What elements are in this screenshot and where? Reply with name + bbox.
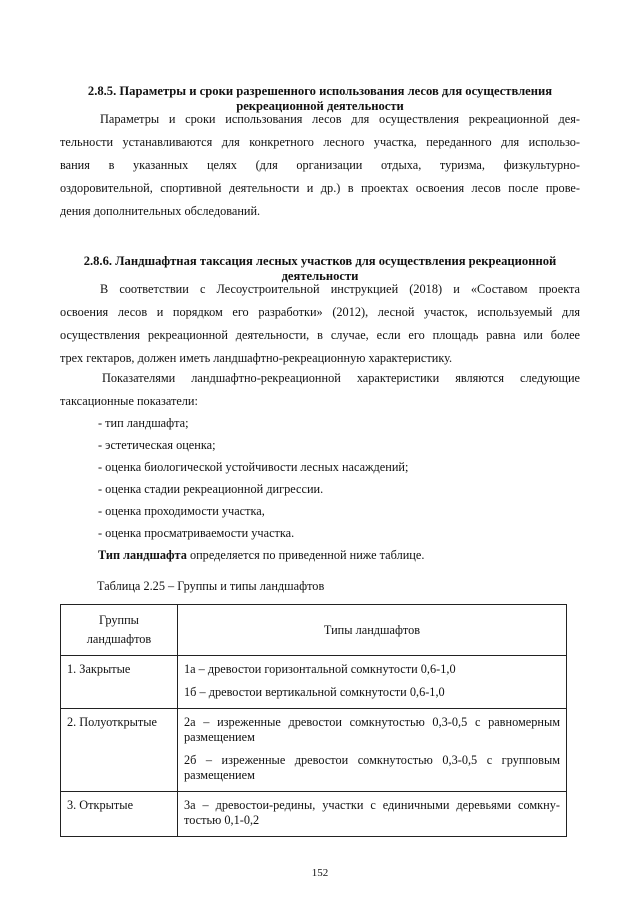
header-groups-line: ландшафтов	[86, 632, 152, 646]
table-header-row	[61, 605, 567, 656]
text-line: Показателями ландшафтно-рекреационной характеристики являются следующие	[102, 371, 580, 385]
list-item: - оценка проходимости участка,	[98, 504, 265, 518]
header-groups	[61, 605, 178, 656]
text-line: осуществления рекреационной деятельности, в случае, если его площадь равна или более	[60, 328, 580, 342]
table-row	[61, 709, 567, 792]
group-cell: 1. Закрытые	[61, 656, 178, 709]
heading-line: рекреационной деятельности	[236, 99, 404, 113]
paragraph-parameters	[60, 108, 580, 223]
landscape-type-text: определяется по приведенной ниже таблице.	[186, 548, 425, 562]
types-cell	[178, 656, 567, 709]
type-entry: 3а – древостои-редины, участки с единичными деревьями сомкну-тостью 0,1-0,2	[184, 798, 560, 827]
types-cell	[178, 709, 567, 792]
text-line: оздоровительной, спортивной деятельности и др.) в проектах освоения лесов после прове-	[60, 181, 580, 195]
type-entry: 1а – древостои горизонтальной сомкнутости 0,6-1,0	[184, 662, 456, 676]
list-item: - эстетическая оценка;	[98, 438, 216, 452]
heading-line: деятельности	[281, 269, 359, 283]
landscape-type-term: Тип ландшафта	[98, 548, 187, 562]
type-entry: 2б – изреженные древостои сомкнутостью 0,3-0,5 с групповым размещением	[184, 753, 560, 782]
type-entry: 1б – древостои вертикальной сомкнутости 0,6-1,0	[184, 685, 445, 699]
table-caption: Таблица 2.25 – Группы и типы ландшафтов	[97, 579, 325, 593]
list-item: - оценка биологической устойчивости лесных насаждений;	[98, 460, 409, 474]
text-line: таксационные показатели:	[60, 394, 198, 408]
list-item: - тип ландшафта;	[98, 416, 189, 430]
types-cell	[178, 792, 567, 837]
header-types: Типы ландшафтов	[178, 605, 567, 656]
table-row	[61, 656, 567, 709]
text-line: дения дополнительных обследований.	[60, 204, 261, 218]
landscape-type-sentence	[98, 544, 424, 566]
text-line: освоения лесов и порядком его разработки» (2012), лесной участок, используемый для	[60, 305, 580, 319]
list-item: - оценка просматриваемости участка.	[98, 526, 295, 540]
header-groups-line: Группы	[99, 613, 139, 627]
heading-line: 2.8.6. Ландшафтная таксация лесных участков для осуществления рекреационной	[83, 254, 557, 268]
text-line: трех гектаров, должен иметь ландшафтно-рекреационную характеристику.	[60, 351, 453, 365]
text-line: Параметры и сроки использования лесов для осуществления рекреационной дея-	[100, 112, 580, 126]
page-number: 152	[311, 867, 329, 879]
type-entry: 2а – изреженные древостои сомкнутостью 0,3-0,5 с равномерным размещением	[184, 715, 560, 744]
list-item: - оценка стадии рекреационной дигрессии.	[98, 482, 324, 496]
landscape-table	[60, 604, 567, 837]
group-cell: 2. Полуоткрытые	[61, 709, 178, 792]
text-line: вания в указанных целях (для организации отдыха, туризма, физкультурно-	[60, 158, 580, 172]
heading-line: 2.8.5. Параметры и сроки разрешенного использования лесов для осуществления	[87, 84, 553, 98]
table-row	[61, 792, 567, 837]
text-line: тельности устанавливаются для конкретного лесного участка, переданного для использо-	[60, 135, 580, 149]
paragraph-instruction	[60, 278, 580, 370]
group-cell: 3. Открытые	[61, 792, 178, 837]
paragraph-indicators	[60, 367, 580, 413]
text-line: В соответствии с Лесоустроительной инструкцией (2018) и «Составом проекта	[100, 282, 580, 296]
